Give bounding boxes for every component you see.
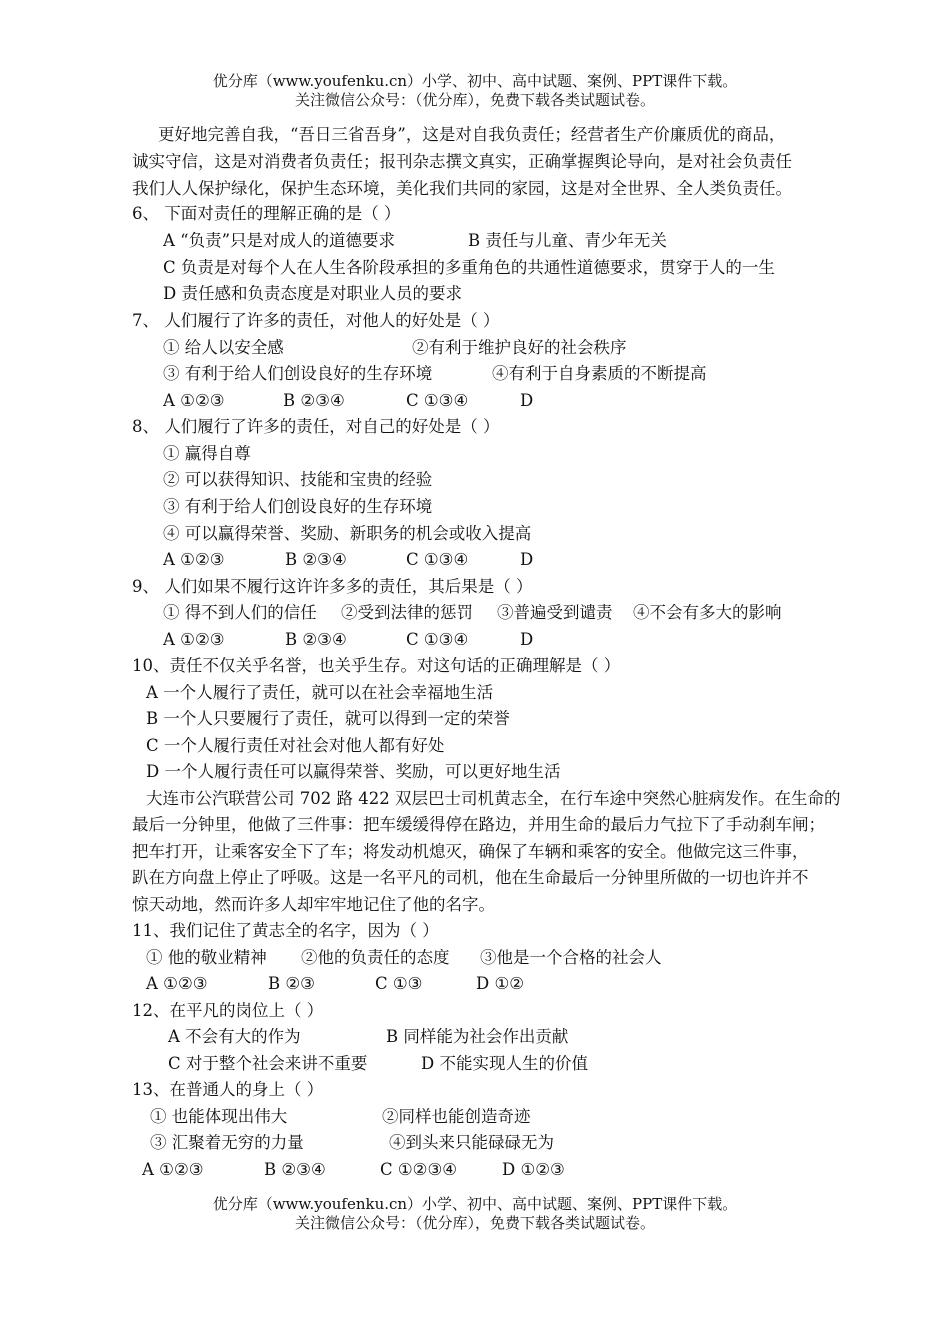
q13-statement-2: ②同样也能创造奇迹: [382, 1107, 531, 1126]
intro-line-2: 诚实守信，这是对消费者负责任；报刊杂志撰文真实，正确掌握舆论导向，是对社会负责任: [132, 152, 792, 171]
q8-option-c: C ①③④: [406, 550, 469, 569]
q13-statement-1: ① 也能体现出伟大: [150, 1107, 288, 1126]
q12-option-b: B 同样能为社会作出贡献: [386, 1027, 569, 1046]
header-line-1: 优分库（www.youfenku.cn）小学、初中、高中试题、案例、PPT课件下载。: [212, 72, 738, 90]
q13-option-c: C ①②③④: [380, 1160, 458, 1179]
q7-option-d: D: [520, 391, 534, 410]
q13-statement-3: ③ 汇聚着无穷的力量: [150, 1133, 304, 1152]
q9-statement-2: ②受到法律的惩罚: [341, 603, 473, 622]
q7-option-a: A ①②③: [163, 391, 225, 410]
intro-line-1: 更好地完善自我，“吾日三省吾身”，这是对自我负责任；经营者生产价廉质优的商品，: [158, 125, 786, 144]
q7-statement-1: ① 给人以安全感: [163, 338, 284, 357]
q13-option-b: B ②③④: [264, 1160, 326, 1179]
q10-option-b: B 一个人只要履行了责任，就可以得到一定的荣誉: [146, 709, 510, 728]
q10-stem: 10、责任不仅关乎名誉，也关乎生存。对这句话的正确理解是（ ）: [132, 656, 621, 675]
q9-statement-3: ③普遍受到谴责: [497, 603, 613, 622]
q11-option-c: C ①③: [375, 974, 423, 993]
q8-statement-1: ① 赢得自尊: [163, 444, 251, 463]
q7-option-b: B ②③④: [283, 391, 345, 410]
q11-stem: 11、我们记住了黄志全的名字，因为（ ）: [132, 921, 439, 940]
q13-stem: 13、在普通人的身上（ ）: [132, 1080, 324, 1099]
q9-option-a: A ①②③: [163, 630, 225, 649]
story-line-4: 趴在方向盘上停止了呼吸。这是一名平凡的司机，他在生命最后一分钟里所做的一切也许并不: [132, 868, 809, 887]
q12-option-a: A 不会有大的作为: [168, 1027, 301, 1046]
q11-option-b: B ②③: [268, 974, 315, 993]
q10-option-c: C 一个人履行责任对社会对他人都有好处: [146, 736, 445, 755]
q8-statement-3: ③ 有利于给人们创设良好的生存环境: [163, 497, 433, 516]
footer-line-1: 优分库（www.youfenku.cn）小学、初中、高中试题、案例、PPT课件下载。: [212, 1195, 738, 1213]
q9-option-d: D: [520, 630, 534, 649]
q9-statement-4: ④不会有多大的影响: [633, 603, 782, 622]
q8-option-d: D: [520, 550, 534, 569]
q10-option-d: D 一个人履行责任可以赢得荣誉、奖励，可以更好地生活: [146, 762, 561, 781]
q12-option-c: C 对于整个社会来讲不重要: [168, 1054, 368, 1073]
q12-stem: 12、在平凡的岗位上（ ）: [132, 1001, 324, 1020]
q11-statement-2: ②他的负责任的态度: [301, 948, 450, 967]
q8-option-a: A ①②③: [163, 550, 225, 569]
q13-option-d: D ①②③: [502, 1160, 565, 1179]
q9-option-c: C ①③④: [406, 630, 469, 649]
q8-stem: 8、 人们履行了许多的责任，对自己的好处是（ ）: [132, 417, 500, 436]
header-line-2: 关注微信公众号：（优分库），免费下载各类试题试卷。: [294, 91, 655, 109]
q11-statement-1: ① 他的敬业精神: [146, 948, 267, 967]
q7-statement-4: ④有利于自身素质的不断提高: [492, 364, 707, 383]
intro-line-3: 我们人人保护绿化，保护生态环境，美化我们共同的家园，这是对全世界、全人类负责任。: [132, 179, 792, 198]
q8-option-b: B ②③④: [285, 550, 347, 569]
q10-option-a: A 一个人履行了责任，就可以在社会幸福地生活: [146, 683, 494, 702]
q11-statement-3: ③他是一个合格的社会人: [480, 948, 662, 967]
story-line-1: 大连市公汽联营公司 702 路 422 双层巴士司机黄志全，在行车途中突然心脏病发作。在生命的: [146, 789, 841, 808]
story-line-5: 惊天动地，然而许多人却牢牢地记住了他的名字。: [132, 895, 495, 914]
q13-statement-4: ④到头来只能碌碌无为: [389, 1133, 554, 1152]
q9-statement-1: ① 得不到人们的信任: [163, 603, 317, 622]
footer-line-2: 关注微信公众号：（优分库），免费下载各类试题试卷。: [294, 1214, 655, 1232]
q11-option-a: A ①②③: [146, 974, 208, 993]
q12-option-d: D 不能实现人生的价值: [421, 1054, 588, 1073]
q6-stem: 6、 下面对责任的理解正确的是（ ）: [132, 204, 401, 223]
q6-option-d: D 责任感和负责态度是对职业人员的要求: [163, 284, 462, 303]
q11-option-d: D ①②: [476, 974, 525, 993]
q7-statement-2: ②有利于维护良好的社会秩序: [412, 338, 627, 357]
q13-option-a: A ①②③: [142, 1160, 204, 1179]
q7-option-c: C ①③④: [406, 391, 469, 410]
story-line-3: 把车打开，让乘客安全下了车；将发动机熄灭，确保了车辆和乘客的安全。他做完这三件事，: [132, 842, 809, 861]
q6-option-a: A “负责”只是对成人的道德要求: [163, 231, 396, 250]
q8-statement-4: ④ 可以赢得荣誉、奖励、新职务的机会或收入提高: [163, 524, 532, 543]
q9-stem: 9、 人们如果不履行这许许多多的责任，其后果是（ ）: [132, 577, 533, 596]
q7-stem: 7、 人们履行了许多的责任，对他人的好处是（ ）: [132, 311, 500, 330]
q7-statement-3: ③ 有利于给人们创设良好的生存环境: [163, 364, 433, 383]
q6-option-c: C 负责是对每个人在人生各阶段承担的多重角色的共通性道德要求，贯穿于人的一生: [163, 258, 775, 277]
q9-option-b: B ②③④: [285, 630, 347, 649]
q8-statement-2: ② 可以获得知识、技能和宝贵的经验: [163, 470, 433, 489]
story-line-2: 最后一分钟里，他做了三件事：把车缓缓得停在路边，并用生命的最后力气拉下了手动刹车闸；: [132, 815, 825, 834]
q6-option-b: B 责任与儿童、青少年无关: [468, 231, 667, 250]
